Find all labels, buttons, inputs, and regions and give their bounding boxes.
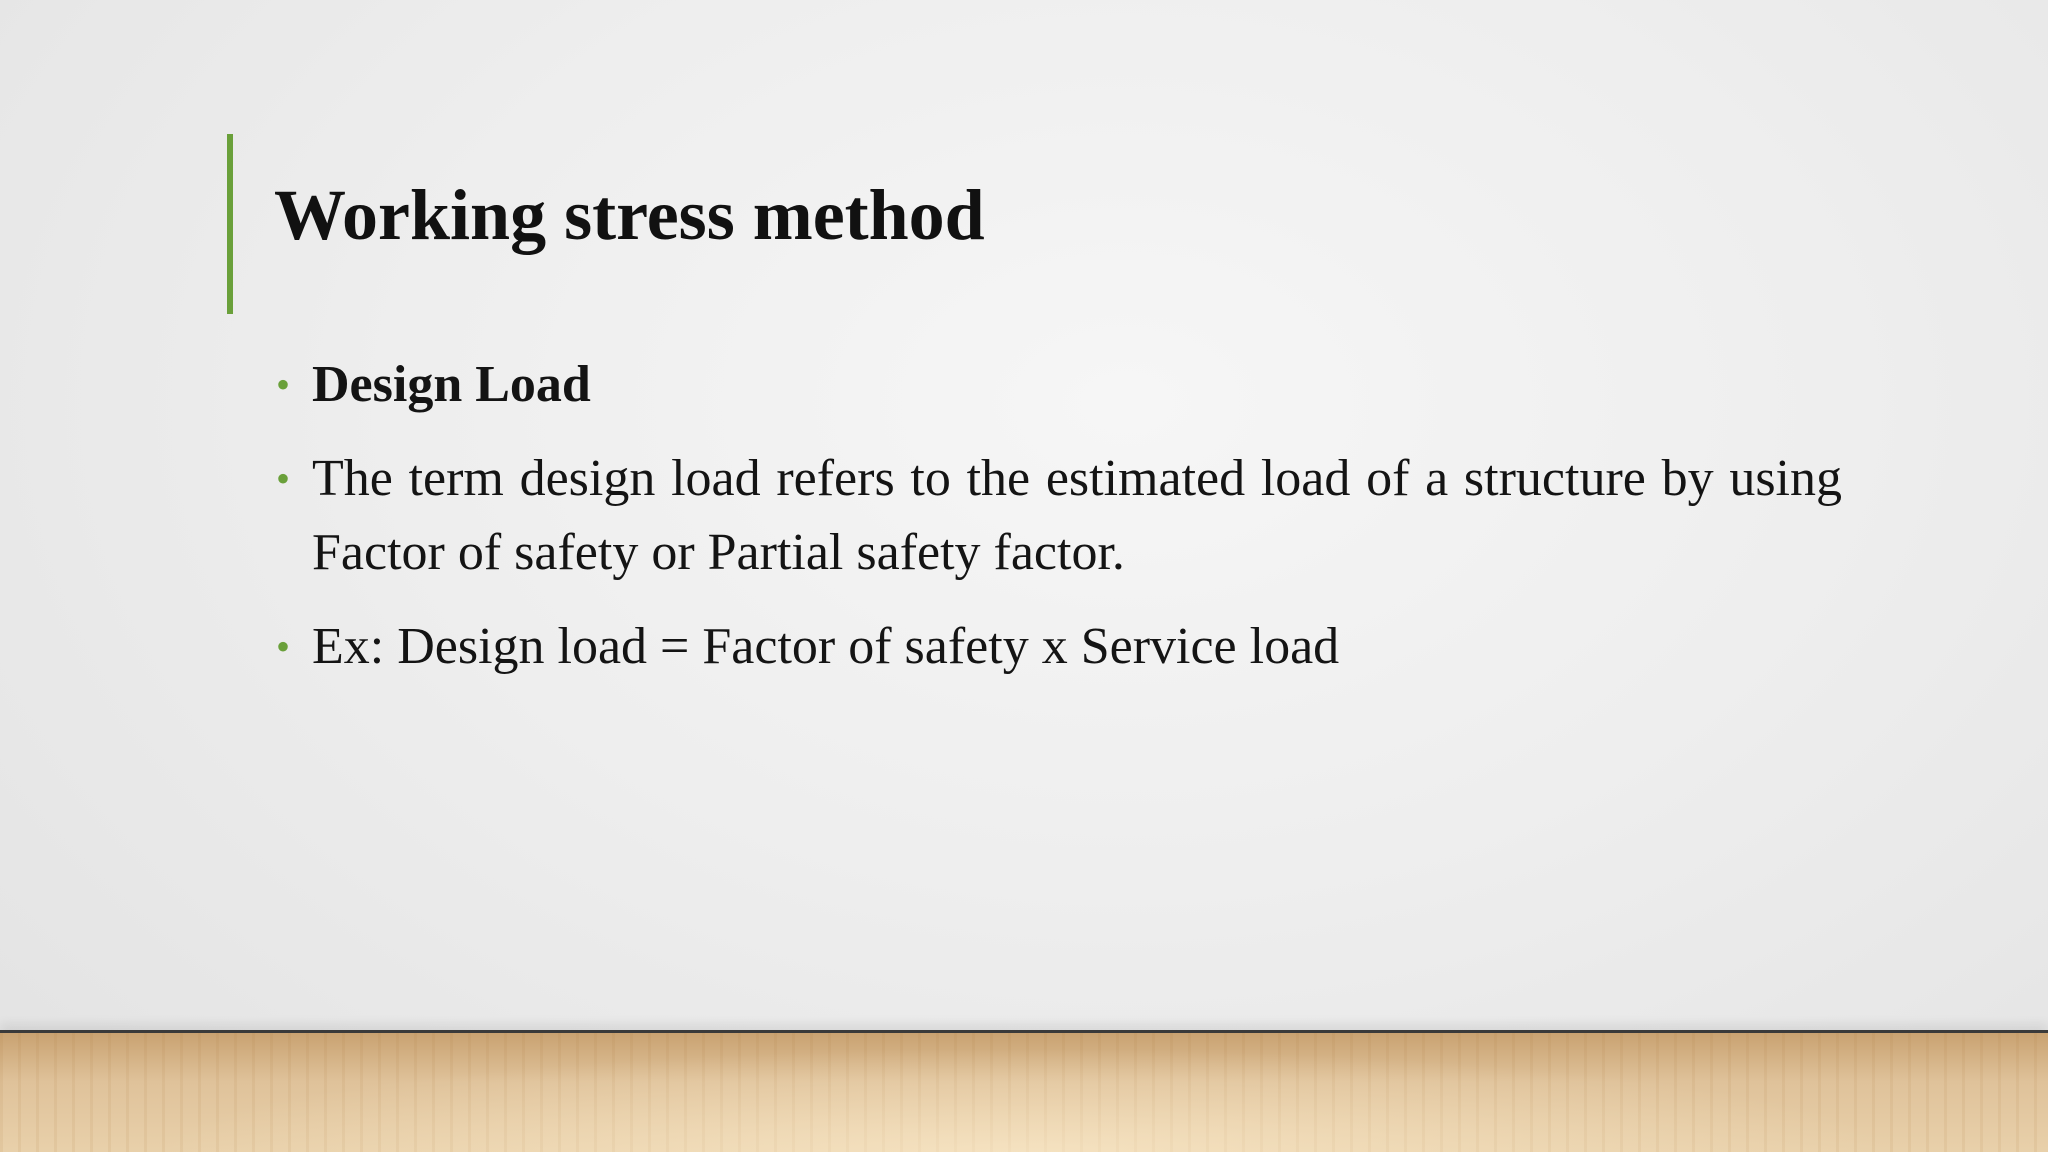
bullet-item	[272, 348, 1842, 422]
title-accent-bar	[227, 134, 233, 314]
bullet-dot-icon: •	[276, 624, 291, 669]
bullet-list	[272, 348, 1842, 704]
bullet-item	[272, 442, 1842, 590]
bullet-item	[272, 610, 1842, 684]
bullet-dot-icon: •	[276, 456, 291, 501]
slide-title: Working stress method	[274, 175, 985, 255]
bullet-dot-icon: •	[276, 362, 291, 407]
floor-light-glow	[0, 1030, 2048, 1152]
bullet-text: The term design load refers to the estimated load of a structure by using Factor of safety or Partial safety factor.	[312, 450, 1842, 581]
bullet-text: Ex: Design load = Factor of safety x Service load	[312, 618, 1340, 675]
bullet-text: Design Load	[312, 356, 591, 413]
